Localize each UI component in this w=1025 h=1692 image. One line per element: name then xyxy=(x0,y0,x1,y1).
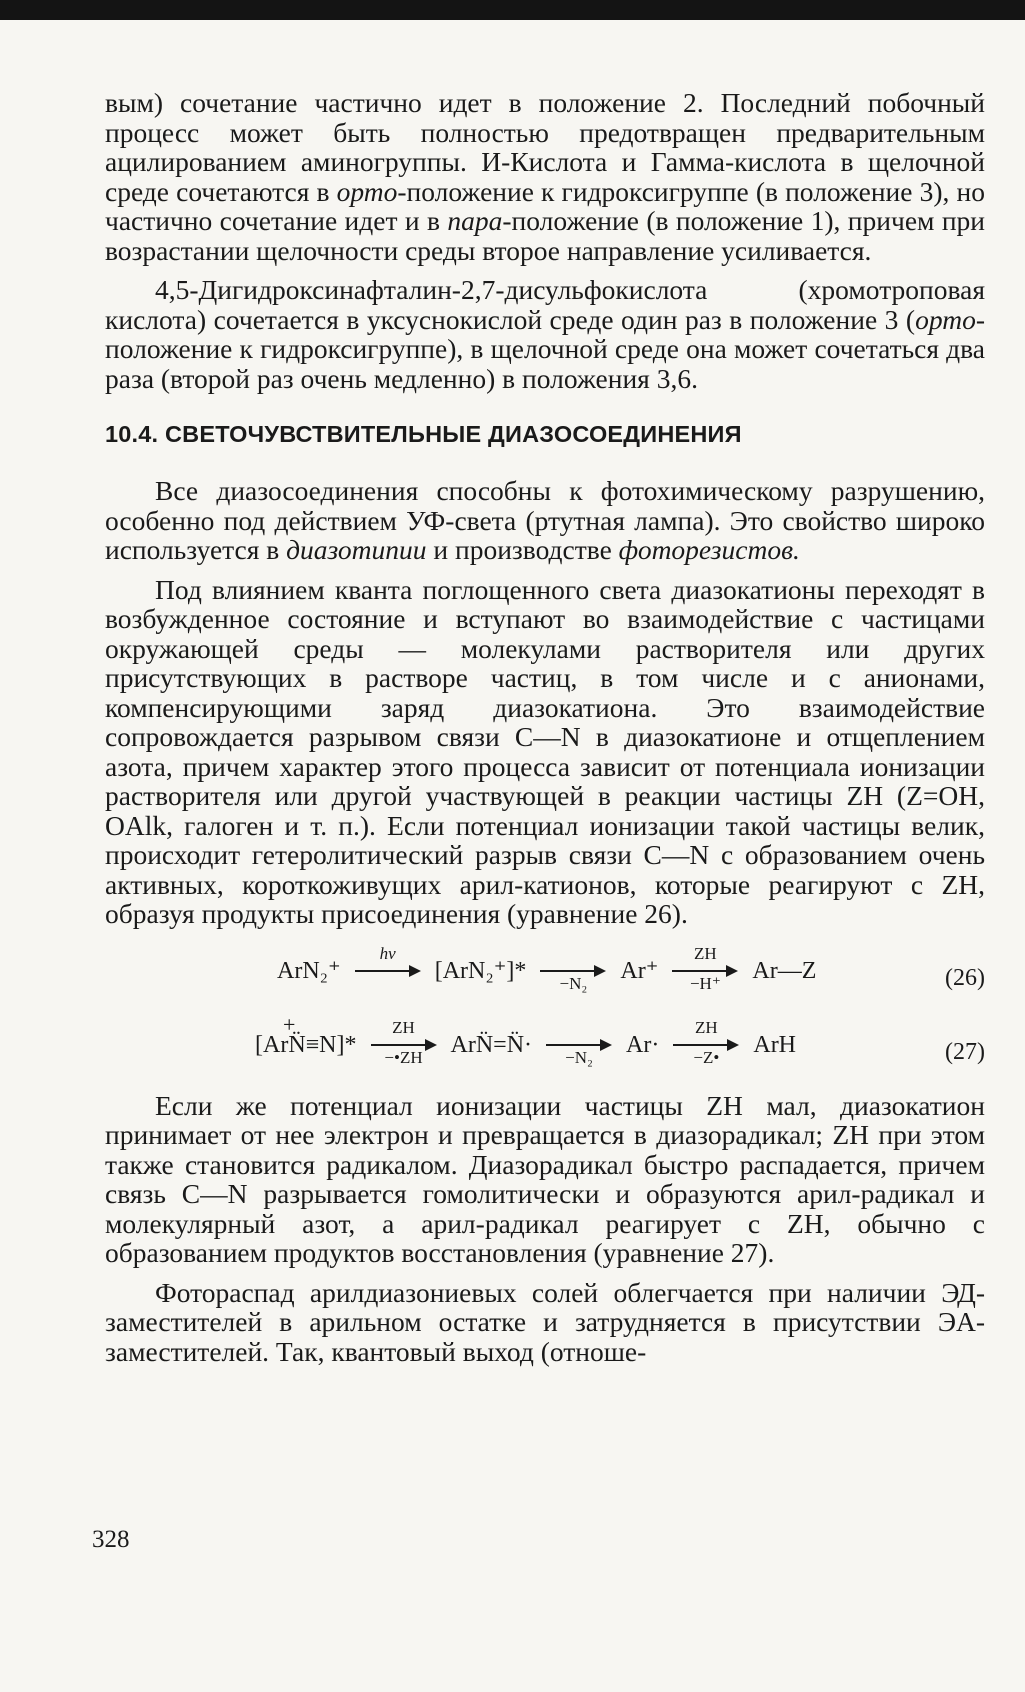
eq27-aryl-radical: Ar· xyxy=(626,1031,660,1058)
text: вым) сочетание частично идет в положение 2. Последний побочный процесс может быть полностью предотвращен предварительным ацилированием аминогруппы. И-Кислота и Гамма-кислота в щелочной среде сочетаются в xyxy=(105,87,985,207)
scan-top-edge xyxy=(0,0,1025,20)
page-body xyxy=(105,88,985,1366)
eq26-arrow-3-below: −H⁺ xyxy=(689,973,721,993)
eq26-arrow-3 xyxy=(672,943,738,999)
eq27-arrow-2 xyxy=(546,1017,612,1073)
italic-text: орто xyxy=(336,175,398,207)
equation-27-body xyxy=(255,1011,797,1081)
paragraph-continuation xyxy=(105,88,985,265)
equation-27 xyxy=(105,1011,985,1081)
arrow-line xyxy=(355,970,413,972)
arrow-line xyxy=(540,970,598,972)
eq26-reactant: ArN₂⁺ xyxy=(277,957,341,984)
eq27-arrow-3-above: ZH xyxy=(695,1017,718,1037)
page-number: 328 xyxy=(92,1526,130,1553)
paragraph-substituents: Фотораспад арилдиазониевых солей облегчается при наличии ЭД-заместителей в арильном остатке и затрудняется в присутствии ЭА-заместителей. Так, квантовый выход (отноше- xyxy=(105,1276,985,1367)
eq26-product: Ar—Z xyxy=(752,957,817,984)
eq27-diazoradical: ArN̈=N̈· xyxy=(450,1031,533,1058)
eq26-arrow-1-above: hν xyxy=(379,943,396,963)
eq26-arrow-1 xyxy=(355,943,421,999)
text: Все диазосоединения способны к фотохимическому разрушению, особенно под действием УФ-света (ртутная лампа). Это свойство широко используется в xyxy=(105,475,985,565)
arrow-line xyxy=(673,1044,731,1046)
eq27-arrow-1 xyxy=(371,1017,437,1073)
eq27-arrow-3-below: −Z• xyxy=(693,1047,720,1067)
eq27-arrow-1-below: −•ZH xyxy=(384,1047,423,1067)
paragraph-photochemical xyxy=(105,476,985,565)
eq26-arrow-2 xyxy=(540,943,606,999)
arrow-line xyxy=(371,1044,429,1046)
italic-text: орто xyxy=(915,303,976,335)
eq26-arrow-2-below: −N₂ xyxy=(559,973,588,993)
eq27-reactant-text: [ArN̈≡N]* xyxy=(255,1031,357,1058)
equation-26-body xyxy=(277,943,816,1007)
text: и производстве xyxy=(433,534,612,565)
equation-26 xyxy=(105,943,985,1007)
eq27-product: ArH xyxy=(753,1031,797,1058)
italic-text: пара xyxy=(447,205,503,236)
text: -положение к гидроксигруппе (в положение 3), но частично сочетание идет и в xyxy=(105,175,985,236)
italic-text: фоторезистов. xyxy=(618,534,800,565)
text: -положение к гидроксигруппе), в щелочной среде она может сочетаться два раза (второй раз очень медленно) в положения 3,6. xyxy=(105,303,985,394)
arrow-head-icon xyxy=(409,965,421,977)
equation-number-26: (26) xyxy=(945,964,985,991)
eq26-aryl-cation: Ar⁺ xyxy=(620,957,659,984)
eq26-excited: [ArN₂⁺]* xyxy=(434,957,527,984)
eq27-arrow-3 xyxy=(673,1017,739,1073)
text: -положение (в положение 1), причем при возрастании щелочности среды второе направление усиливается. xyxy=(105,205,986,266)
paragraph-chromotropic-acid xyxy=(105,275,985,393)
positive-charge: + xyxy=(283,1011,296,1037)
paragraph-mechanism: Под влиянием кванта поглощенного света диазокатионы переходят в возбужденное состояние и вступают во взаимодействие с частицами окружающей среды — молекулами растворителя или других присутствующих в растворе частиц, в том числе и с анионами, компенсирующими заряд диазокатиона. Это взаимодействие сопровождается разрывом связи C—N в диазокатионе и отщеплением азота, причем характер этого процесса зависит от потенциала ионизации растворителя или другой участвующей в реакции частицы ZH (Z=OH, OAlk, галоген и т. п.). Если потенциал ионизации такой частицы велик, происходит гетеролитический разрыв связи C—N с образованием очень активных, короткоживущих арил-катионов, которые реагируют с ZH, образуя продукты присоединения (уравнение 26). xyxy=(105,573,985,929)
eq27-arrow-1-above: ZH xyxy=(392,1017,415,1037)
italic-text: диазотипии xyxy=(286,534,427,565)
arrow-line xyxy=(546,1044,604,1046)
equation-number-27: (27) xyxy=(945,1038,985,1065)
eq27-arrow-2-below: −N₂ xyxy=(565,1047,593,1067)
paragraph-radical-path: Если же потенциал ионизации частицы ZH мал, диазокатион принимает от нее электрон и превращается в диазорадикал; ZH при этом также становится радикалом. Диазорадикал быстро распадается, причем связь C—N разрывается гомолитически и образуются арил-радикал и молекулярный азот, а арил-радикал реагирует с ZH, обычно с образованием продуктов восстановления (уравнение 27). xyxy=(105,1089,985,1268)
eq27-reactant xyxy=(255,1011,357,1059)
arrow-line xyxy=(672,970,730,972)
text: 4,5-Дигидроксинафталин-2,7-дисульфокислота (хромотроповая кислота) сочетается в уксуснокислой среде один раз в положение 3 ( xyxy=(105,274,985,335)
eq26-arrow-3-above: ZH xyxy=(694,943,717,963)
section-heading: 10.4. СВЕТОЧУВСТВИТЕЛЬНЫЕ ДИАЗОСОЕДИНЕНИЯ xyxy=(105,421,742,447)
